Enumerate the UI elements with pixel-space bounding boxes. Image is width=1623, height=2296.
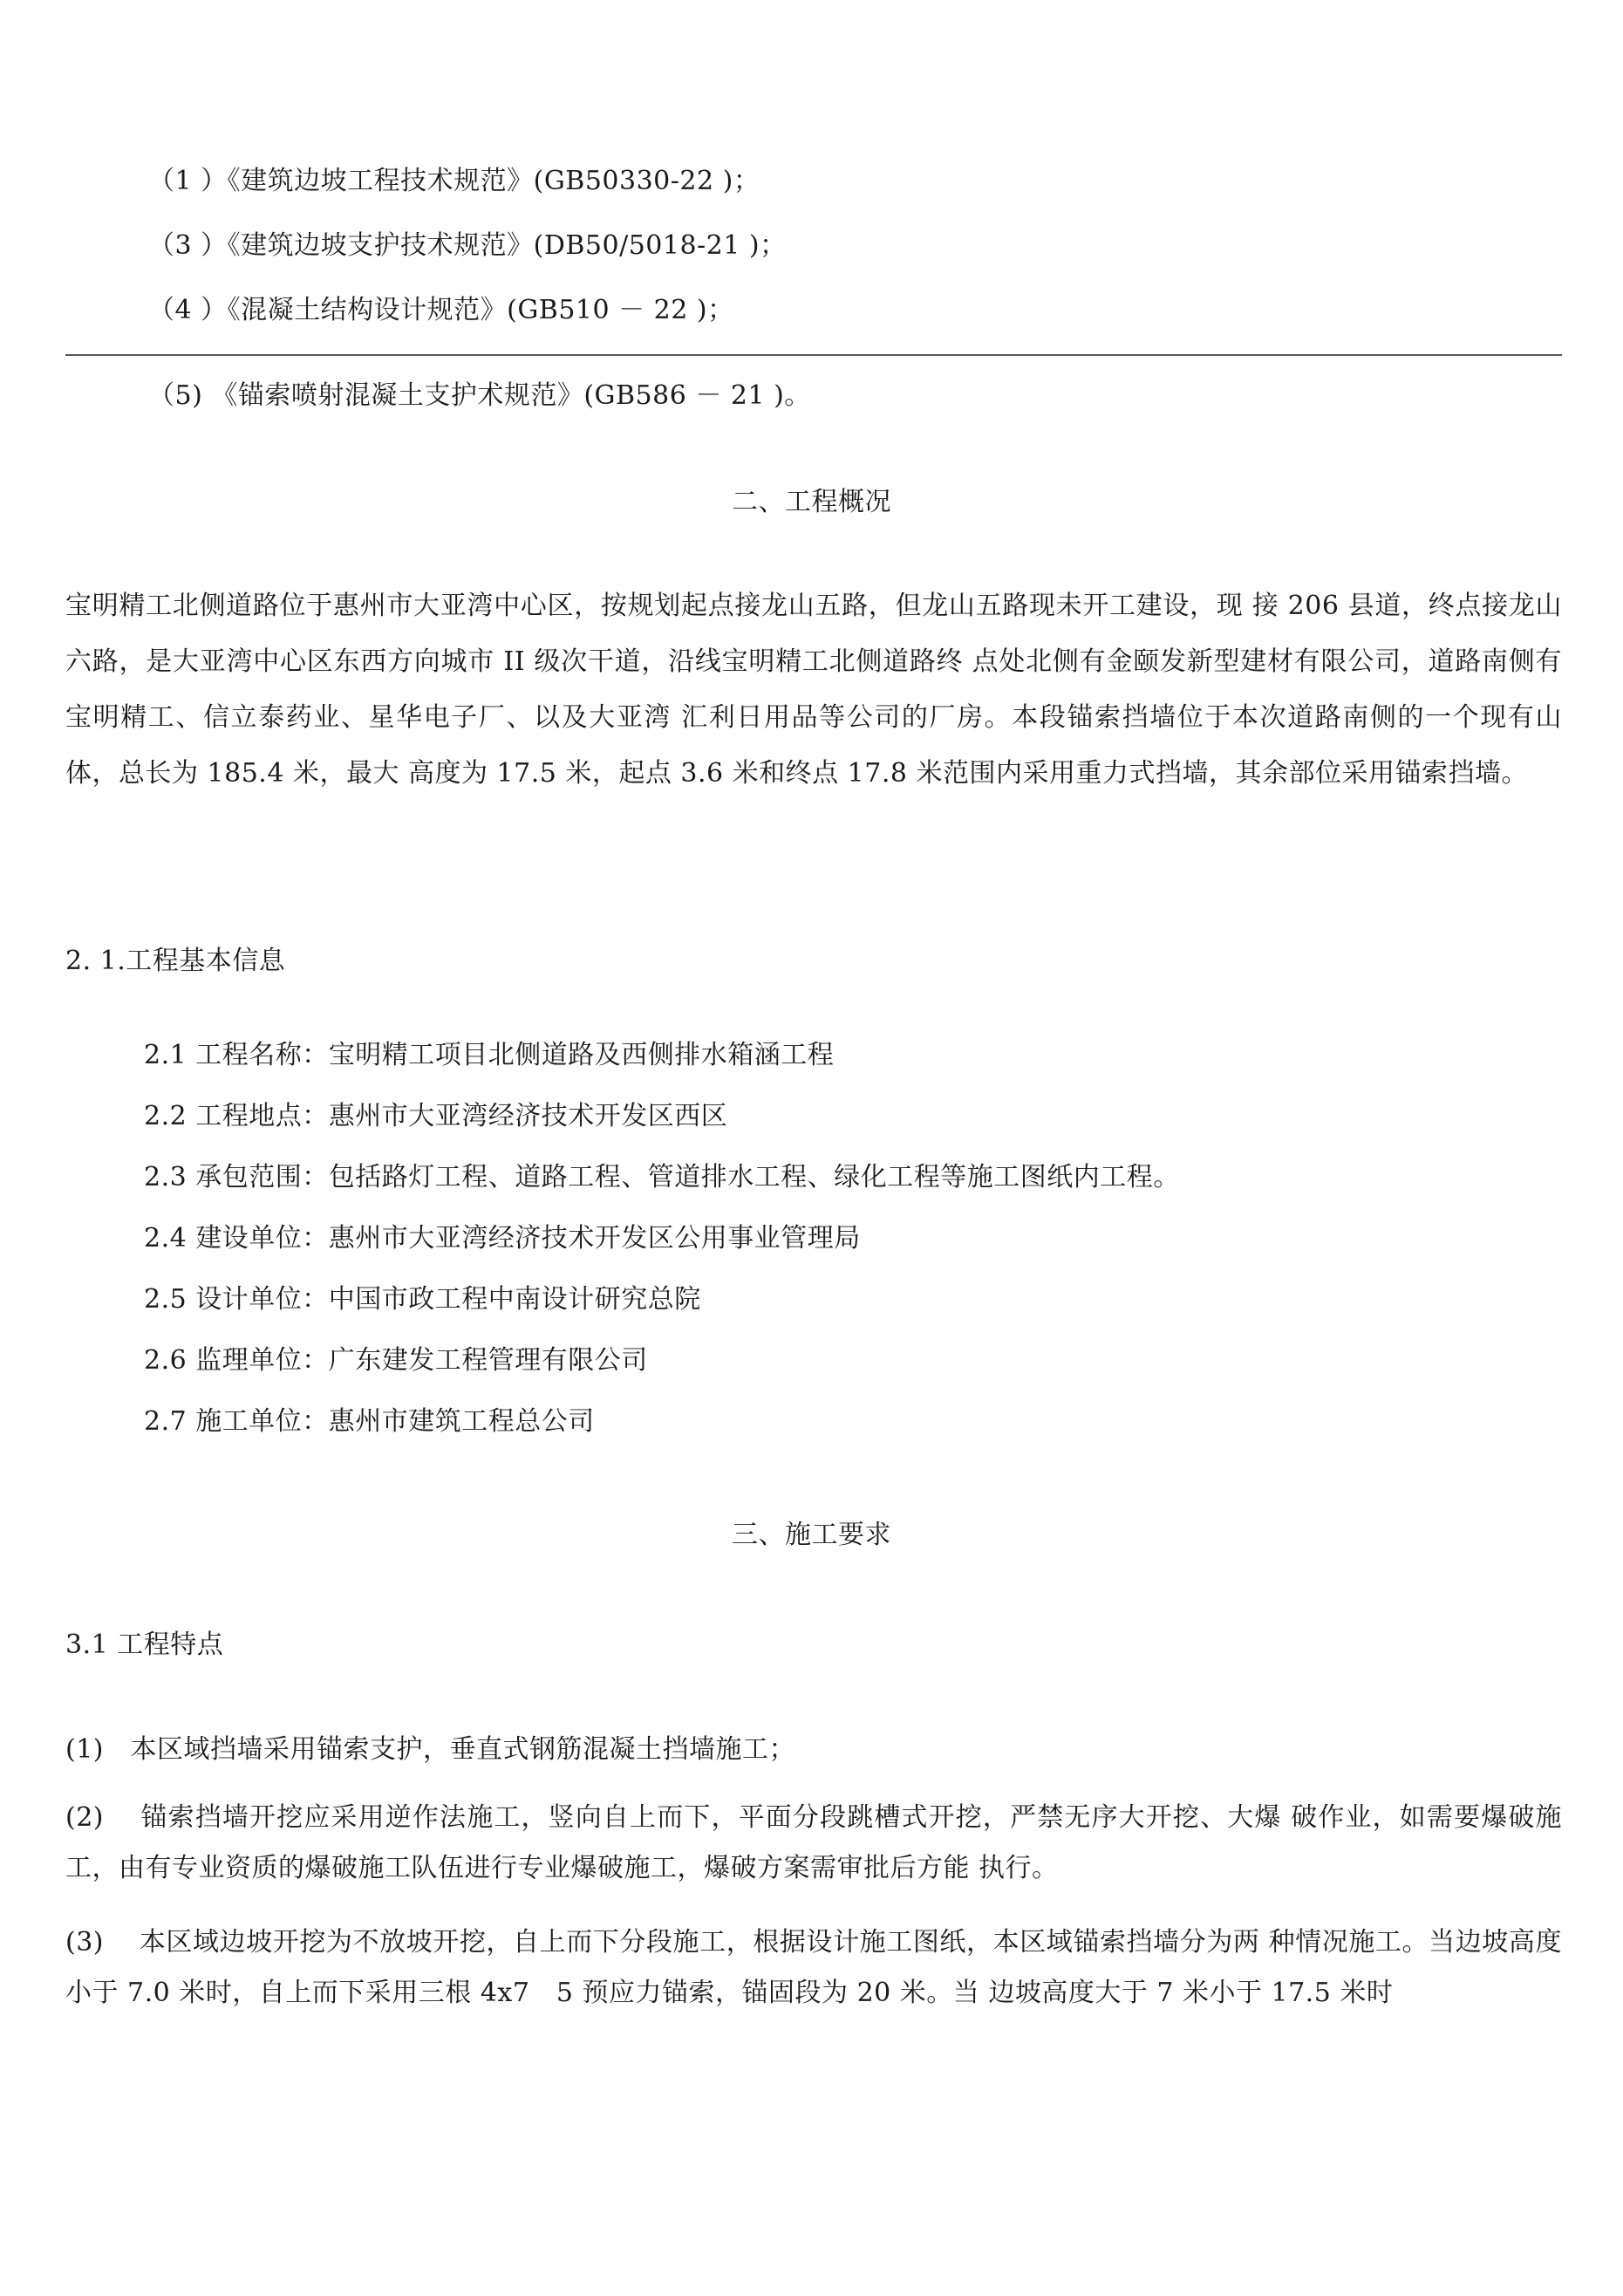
features-title: 3.1 工程特点 [65,1630,224,1660]
horizontal-divider [65,354,1562,356]
reference-1: （1 ）《建筑边坡工程技术规范》(GB50330-22 )； [148,166,760,196]
feature-item-3: (3) 本区域边坡开挖为不放坡开挖，自上而下分段施工，根据设计施工图纸，本区域锚索挡墙分为两 种情况施工。当边坡高度小于 7.0 米时，自上而下采用三根 4x7 5 预应力锚索，锚固段为 20 米。当 边坡高度大于 7 米小于 17.5 米时 [65,1927,1562,2008]
section-heading-requirements: 三、施工要求 [732,1520,891,1550]
basic-info-item: 2.2 工程地点：惠州市大亚湾经济技术开发区西区 [144,1101,728,1131]
reference-2: （3 ）《建筑边坡支护技术规范》(DB50/5018-21 )； [148,230,787,261]
basic-info-title: 2. 1.工程基本信息 [65,946,286,976]
basic-info-item: 2.7 施工单位：惠州市建筑工程总公司 [144,1406,595,1437]
reference-3: （4 ）《混凝土结构设计规范》(GB510 － 22 )； [148,295,734,325]
overview-paragraph: 宝明精工北侧道路位于惠州市大亚湾中心区，按规划起点接龙山五路，但龙山五路现未开工建设，现 接 206 县道，终点接龙山六路，是大亚湾中心区东西方向城市 II 级次干道，沿线宝明精工北侧道路终 点处北侧有金颐发新型建材有限公司，道路南侧有宝明精工、信立泰药业、星华电子厂、以及大亚湾 汇利日用品等公司的厂房。本段锚索挡墙位于本次道路南侧的一个现有山体，总长为 185.4 米，最大 高度为 17.5 米，起点 3.6 米和终点 17.8 米范围内采用重力式挡墙，其余部位采用锚索挡墙。 [65,591,1562,789]
basic-info-item: 2.5 设计单位：中国市政工程中南设计研究总院 [144,1284,701,1315]
reference-4: （5) 《锚索喷射混凝土支护术规范》(GB586 － 21 )。 [148,380,811,411]
basic-info-item: 2.1 工程名称：宝明精工项目北侧道路及西侧排水箱涵工程 [144,1040,835,1070]
feature-item-1: (1) 本区域挡墙采用锚索支护，垂直式钢筋混凝土挡墙施工； [65,1734,795,1765]
feature-item-2: (2) 锚索挡墙开挖应采用逆作法施工，竖向自上而下，平面分段跳槽式开挖，严禁无序大开挖、大爆 破作业，如需要爆破施工，由有专业资质的爆破施工队伍进行专业爆破施工，爆破方案需审批后方能 执行。 [65,1802,1562,1883]
basic-info-item: 2.6 监理单位：广东建发工程管理有限公司 [144,1345,648,1376]
section-heading-overview: 二、工程概况 [732,487,891,517]
basic-info-item: 2.3 承包范围：包括路灯工程、道路工程、管道排水工程、绿化工程等施工图纸内工程。 [144,1162,1180,1192]
basic-info-item: 2.4 建设单位：惠州市大亚湾经济技术开发区公用事业管理局 [144,1223,861,1254]
